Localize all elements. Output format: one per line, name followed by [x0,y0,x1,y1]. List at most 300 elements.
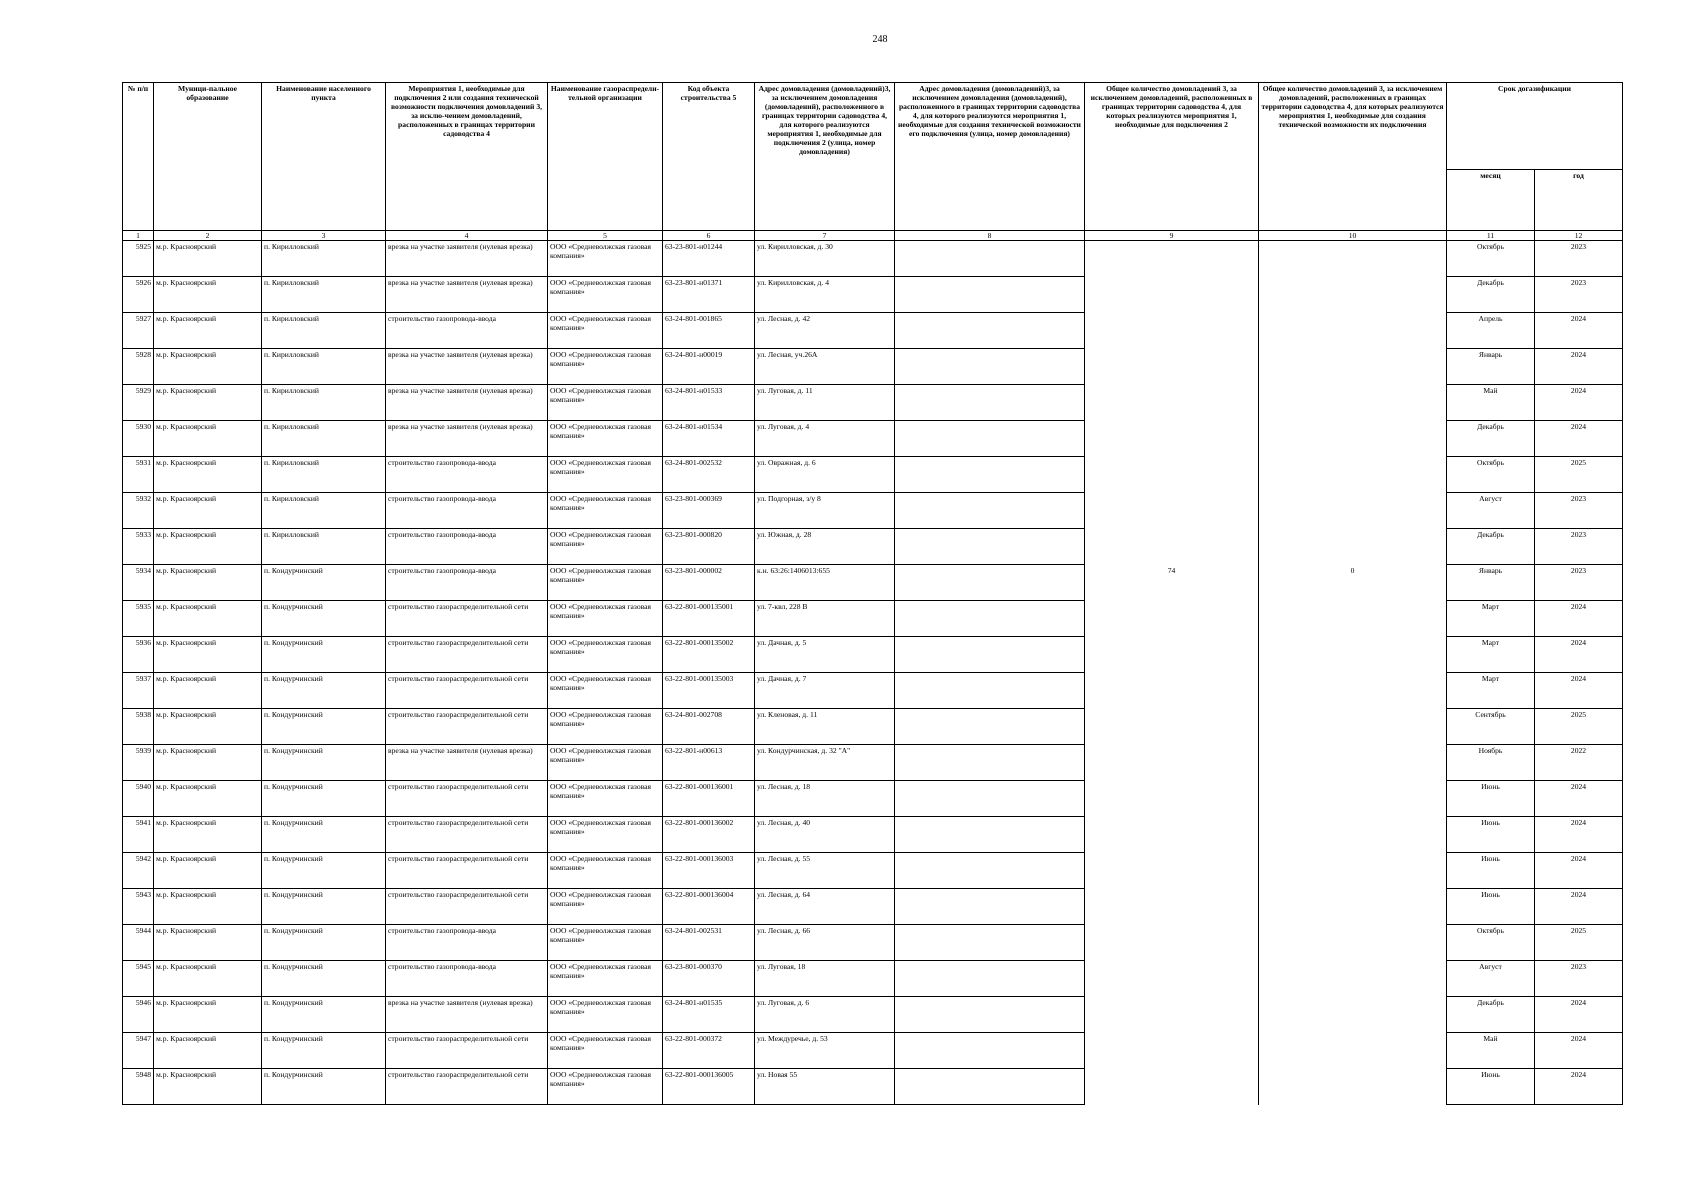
municipality-cell: м.р. Красноярский [154,421,262,457]
year-cell: 2023 [1535,961,1623,997]
object-code-cell: 63-22-801-000136002 [663,817,755,853]
object-code-cell: 63-24-801-н01533 [663,385,755,421]
column-number: 3 [262,231,386,241]
year-cell: 2024 [1535,781,1623,817]
capability-count-cell [1259,673,1447,709]
object-code-cell: 63-22-801-000135001 [663,601,755,637]
row-number: 5947 [123,1033,154,1069]
year-cell: 2023 [1535,493,1623,529]
column-number: 4 [386,231,548,241]
capability-address-cell [895,241,1085,277]
month-cell: Ноябрь [1447,745,1535,781]
connection-count-cell [1085,241,1259,277]
capability-count-cell [1259,709,1447,745]
settlement-cell: п. Кондурчинский [262,673,386,709]
organization-cell: ООО «Средневолжская газовая компания» [548,277,663,313]
page-number: 248 [872,34,888,45]
header-row [123,83,1623,170]
connection-count-cell [1085,745,1259,781]
connection-count-cell [1085,1069,1259,1105]
capability-address-cell [895,889,1085,925]
column-number: 9 [1085,231,1259,241]
settlement-cell: п. Кондурчинский [262,637,386,673]
municipality-cell: м.р. Красноярский [154,385,262,421]
object-code-cell: 63-23-801-000820 [663,529,755,565]
activity-cell: врезка на участке заявителя (нулевая врезка) [386,997,548,1033]
year-cell: 2024 [1535,1069,1623,1105]
address-cell: ул. Лесная, д. 42 [755,313,895,349]
year-cell: 2024 [1535,313,1623,349]
table-row [123,853,1623,889]
activity-cell: строительство газораспределительной сети [386,601,548,637]
row-number: 5934 [123,565,154,601]
object-code-cell: 63-22-801-н00613 [663,745,755,781]
month-cell: Август [1447,961,1535,997]
municipality-cell: м.р. Красноярский [154,637,262,673]
object-code-cell: 63-23-801-000370 [663,961,755,997]
activity-cell: строительство газораспределительной сети [386,817,548,853]
month-cell: Апрель [1447,313,1535,349]
municipality-cell: м.р. Красноярский [154,1033,262,1069]
object-code-cell: 63-24-801-н01534 [663,421,755,457]
header-count-capability: Общее количество домовладений 3, за исключением домовладений, расположенных в границах территории садоводства 4, для которых реализуются мероприятия 1, необходимые для создания технической возможности их подключения [1259,83,1447,231]
capability-address-cell [895,1069,1085,1105]
capability-count-cell [1259,1069,1447,1105]
activity-cell: строительство газораспределительной сети [386,673,548,709]
header-settlement: Наименование населенного пункта [262,83,386,231]
object-code-cell: 63-24-801-002708 [663,709,755,745]
table-row [123,601,1623,637]
connection-count-cell [1085,961,1259,997]
organization-cell: ООО «Средневолжская газовая компания» [548,241,663,277]
settlement-cell: п. Кондурчинский [262,853,386,889]
settlement-cell: п. Кондурчинский [262,781,386,817]
municipality-cell: м.р. Красноярский [154,277,262,313]
year-cell: 2023 [1535,241,1623,277]
municipality-cell: м.р. Красноярский [154,853,262,889]
header-count-connection: Общее количество домовладений 3, за исключением домовладений, расположенных в границах территории садоводства 4, для которых реализуются мероприятия 1, необходимые для подключения 2 [1085,83,1259,231]
capability-count-cell [1259,385,1447,421]
municipality-cell: м.р. Красноярский [154,961,262,997]
capability-address-cell [895,457,1085,493]
capability-count-cell [1259,817,1447,853]
activity-cell: строительство газопровода-ввода [386,529,548,565]
row-number: 5942 [123,853,154,889]
capability-address-cell [895,673,1085,709]
year-cell: 2024 [1535,421,1623,457]
capability-count-cell [1259,853,1447,889]
gasification-table [122,82,1623,1105]
column-number: 12 [1535,231,1623,241]
month-cell: Сентябрь [1447,709,1535,745]
municipality-cell: м.р. Красноярский [154,925,262,961]
organization-cell: ООО «Средневолжская газовая компания» [548,781,663,817]
object-code-cell: 63-22-801-000135003 [663,673,755,709]
organization-cell: ООО «Средневолжская газовая компания» [548,709,663,745]
organization-cell: ООО «Средневолжская газовая компания» [548,637,663,673]
capability-count-cell [1259,313,1447,349]
activity-cell: строительство газопровода-ввода [386,925,548,961]
column-number: 7 [755,231,895,241]
table-row [123,385,1623,421]
activity-cell: врезка на участке заявителя (нулевая врезка) [386,745,548,781]
year-cell: 2024 [1535,889,1623,925]
organization-cell: ООО «Средневолжская газовая компания» [548,673,663,709]
settlement-cell: п. Кирилловский [262,421,386,457]
year-cell: 2024 [1535,997,1623,1033]
month-cell: Март [1447,637,1535,673]
municipality-cell: м.р. Красноярский [154,601,262,637]
address-cell: ул. Лесная, д. 66 [755,925,895,961]
row-number: 5936 [123,637,154,673]
year-cell: 2024 [1535,853,1623,889]
organization-cell: ООО «Средневолжская газовая компания» [548,1069,663,1105]
row-number: 5938 [123,709,154,745]
address-cell: ул. Кирилловская, д. 4 [755,277,895,313]
settlement-cell: п. Кирилловский [262,529,386,565]
row-number: 5945 [123,961,154,997]
table-row [123,313,1623,349]
activity-cell: строительство газораспределительной сети [386,889,548,925]
object-code-cell: 63-23-801-н01371 [663,277,755,313]
settlement-cell: п. Кондурчинский [262,1033,386,1069]
table-row [123,889,1623,925]
year-cell: 2024 [1535,1033,1623,1069]
month-cell: Май [1447,1033,1535,1069]
municipality-cell: м.р. Красноярский [154,709,262,745]
capability-count-cell [1259,421,1447,457]
capability-address-cell [895,529,1085,565]
activity-cell: строительство газопровода-ввода [386,961,548,997]
row-number: 5926 [123,277,154,313]
capability-count-cell [1259,529,1447,565]
settlement-cell: п. Кондурчинский [262,601,386,637]
activity-cell: строительство газораспределительной сети [386,1033,548,1069]
municipality-cell: м.р. Красноярский [154,1069,262,1105]
object-code-cell: 63-22-801-000136004 [663,889,755,925]
capability-address-cell [895,925,1085,961]
activity-cell: врезка на участке заявителя (нулевая врезка) [386,385,548,421]
organization-cell: ООО «Средневолжская газовая компания» [548,817,663,853]
address-cell: ул. Кленовая, д. 11 [755,709,895,745]
municipality-cell: м.р. Красноярский [154,781,262,817]
capability-count-cell [1259,601,1447,637]
object-code-cell: 63-23-801-000369 [663,493,755,529]
capability-count-cell [1259,277,1447,313]
table-row [123,673,1623,709]
capability-address-cell [895,853,1085,889]
activity-cell: строительство газораспределительной сети [386,781,548,817]
year-cell: 2025 [1535,457,1623,493]
address-cell: ул. Кондурчинская, д. 32 "А" [755,745,895,781]
municipality-cell: м.р. Красноярский [154,457,262,493]
organization-cell: ООО «Средневолжская газовая компания» [548,601,663,637]
activity-cell: строительство газораспределительной сети [386,1069,548,1105]
month-cell: Октябрь [1447,925,1535,961]
capability-address-cell [895,493,1085,529]
object-code-cell: 63-24-801-001865 [663,313,755,349]
table-row [123,817,1623,853]
row-number: 5933 [123,529,154,565]
year-cell: 2023 [1535,529,1623,565]
settlement-cell: п. Кондурчинский [262,565,386,601]
header-municipality: Муници-пальное образование [154,83,262,231]
table-row [123,421,1623,457]
capability-address-cell [895,745,1085,781]
connection-count-cell [1085,529,1259,565]
month-cell: Май [1447,385,1535,421]
month-cell: Июнь [1447,889,1535,925]
activity-cell: строительство газопровода-ввода [386,457,548,493]
row-number: 5929 [123,385,154,421]
row-number: 5935 [123,601,154,637]
header-deadline: Срок догазификации [1447,83,1623,170]
address-cell: ул. Подгорная, з/у 8 [755,493,895,529]
municipality-cell: м.р. Красноярский [154,529,262,565]
capability-count-cell: 0 [1259,565,1447,601]
row-number: 5939 [123,745,154,781]
month-cell: Октябрь [1447,457,1535,493]
address-cell: ул. Междуречье, д. 53 [755,1033,895,1069]
capability-count-cell [1259,925,1447,961]
connection-count-cell [1085,889,1259,925]
activity-cell: врезка на участке заявителя (нулевая врезка) [386,349,548,385]
table-row [123,1069,1623,1105]
organization-cell: ООО «Средневолжская газовая компания» [548,853,663,889]
activity-cell: врезка на участке заявителя (нулевая врезка) [386,421,548,457]
connection-count-cell [1085,637,1259,673]
table-row [123,349,1623,385]
activity-cell: строительство газораспределительной сети [386,709,548,745]
row-number: 5928 [123,349,154,385]
address-cell: ул. Новая 55 [755,1069,895,1105]
month-cell: Декабрь [1447,277,1535,313]
column-number: 5 [548,231,663,241]
month-cell: Октябрь [1447,241,1535,277]
row-number: 5932 [123,493,154,529]
capability-address-cell [895,349,1085,385]
capability-address-cell [895,565,1085,601]
capability-count-cell [1259,457,1447,493]
settlement-cell: п. Кирилловский [262,241,386,277]
row-number: 5941 [123,817,154,853]
capability-address-cell [895,421,1085,457]
organization-cell: ООО «Средневолжская газовая компания» [548,385,663,421]
organization-cell: ООО «Средневолжская газовая компания» [548,349,663,385]
settlement-cell: п. Кирилловский [262,277,386,313]
settlement-cell: п. Кондурчинский [262,997,386,1033]
settlement-cell: п. Кондурчинский [262,889,386,925]
organization-cell: ООО «Средневолжская газовая компания» [548,457,663,493]
capability-address-cell [895,1033,1085,1069]
settlement-cell: п. Кирилловский [262,349,386,385]
object-code-cell: 63-24-801-002531 [663,925,755,961]
capability-address-cell [895,277,1085,313]
settlement-cell: п. Кондурчинский [262,709,386,745]
row-number: 5940 [123,781,154,817]
header-object-code: Код объекта строительства 5 [663,83,755,231]
column-number: 1 [123,231,154,241]
capability-count-cell [1259,241,1447,277]
settlement-cell: п. Кирилловский [262,493,386,529]
activity-cell: строительство газопровода-ввода [386,313,548,349]
connection-count-cell [1085,925,1259,961]
activity-cell: строительство газораспределительной сети [386,637,548,673]
object-code-cell: 63-22-801-000136003 [663,853,755,889]
month-cell: Июнь [1447,781,1535,817]
capability-count-cell [1259,889,1447,925]
connection-count-cell [1085,853,1259,889]
capability-count-cell [1259,745,1447,781]
capability-address-cell [895,961,1085,997]
capability-count-cell [1259,781,1447,817]
table-row [123,457,1623,493]
settlement-cell: п. Кирилловский [262,385,386,421]
year-cell: 2024 [1535,601,1623,637]
connection-count-cell [1085,997,1259,1033]
settlement-cell: п. Кондурчинский [262,961,386,997]
connection-count-cell [1085,277,1259,313]
settlement-cell: п. Кондурчинский [262,925,386,961]
row-number: 5946 [123,997,154,1033]
capability-address-cell [895,313,1085,349]
municipality-cell: м.р. Красноярский [154,241,262,277]
column-number: 11 [1447,231,1535,241]
table-row [123,277,1623,313]
month-cell: Март [1447,601,1535,637]
address-cell: ул. Лесная, д. 18 [755,781,895,817]
table-row [123,637,1623,673]
row-number: 5925 [123,241,154,277]
organization-cell: ООО «Средневолжская газовая компания» [548,925,663,961]
table-row [123,529,1623,565]
month-cell: Январь [1447,349,1535,385]
row-number: 5944 [123,925,154,961]
column-number: 2 [154,231,262,241]
row-number: 5930 [123,421,154,457]
year-cell: 2023 [1535,565,1623,601]
capability-count-cell [1259,1033,1447,1069]
address-cell: ул. Южная, д. 28 [755,529,895,565]
object-code-cell: 63-22-801-000136005 [663,1069,755,1105]
address-cell: ул. Кирилловская, д. 30 [755,241,895,277]
year-cell: 2025 [1535,925,1623,961]
address-cell: ул. Лесная, д. 40 [755,817,895,853]
municipality-cell: м.р. Красноярский [154,493,262,529]
activity-cell: строительство газораспределительной сети [386,853,548,889]
row-number: 5948 [123,1069,154,1105]
municipality-cell: м.р. Красноярский [154,313,262,349]
capability-address-cell [895,997,1085,1033]
object-code-cell: 63-23-801-н01244 [663,241,755,277]
municipality-cell: м.р. Красноярский [154,565,262,601]
connection-count-cell [1085,457,1259,493]
column-number: 6 [663,231,755,241]
connection-count-cell [1085,349,1259,385]
column-number-row [123,231,1623,241]
organization-cell: ООО «Средневолжская газовая компания» [548,1033,663,1069]
organization-cell: ООО «Средневолжская газовая компания» [548,313,663,349]
organization-cell: ООО «Средневолжская газовая компания» [548,997,663,1033]
municipality-cell: м.р. Красноярский [154,673,262,709]
table-body [123,241,1623,1105]
row-number: 5927 [123,313,154,349]
month-cell: Март [1447,673,1535,709]
capability-count-cell [1259,997,1447,1033]
month-cell: Июнь [1447,817,1535,853]
capability-address-cell [895,817,1085,853]
table-row [123,493,1623,529]
header-activities: Мероприятия 1, необходимые для подключения 2 или создания технической возможности подключения домовладений 3, за исклю-чением домовладений, расположенных в границах территории садоводства 4 [386,83,548,231]
object-code-cell: 63-24-801-н00019 [663,349,755,385]
organization-cell: ООО «Средневолжская газовая компания» [548,889,663,925]
month-cell: Июнь [1447,853,1535,889]
capability-count-cell [1259,961,1447,997]
organization-cell: ООО «Средневолжская газовая компания» [548,493,663,529]
connection-count-cell [1085,385,1259,421]
table-row [123,781,1623,817]
capability-count-cell [1259,493,1447,529]
connection-count-cell [1085,421,1259,457]
table-row [123,1033,1623,1069]
object-code-cell: 63-22-801-000372 [663,1033,755,1069]
header-organization: Наименование газораспредели-тельной организации [548,83,663,231]
settlement-cell: п. Кондурчинский [262,817,386,853]
month-cell: Декабрь [1447,529,1535,565]
activity-cell: строительство газопровода-ввода [386,493,548,529]
address-cell: ул. Луговая, д. 11 [755,385,895,421]
month-cell: Июнь [1447,1069,1535,1105]
month-cell: Декабрь [1447,997,1535,1033]
address-cell: ул. Лесная, уч.26А [755,349,895,385]
capability-count-cell [1259,637,1447,673]
table-row [123,241,1623,277]
organization-cell: ООО «Средневолжская газовая компания» [548,421,663,457]
activity-cell: строительство газопровода-ввода [386,565,548,601]
header-address-connection: Адрес домовладения (домовладений)3, за исключением домовладения (домовладений), расположенного в границах территории садоводства 4, для которого реализуются мероприятия 1, необходимые для подключения 2 (улица, номер домовладения) [755,83,895,231]
address-cell: ул. Луговая, д. 6 [755,997,895,1033]
table-row [123,997,1623,1033]
organization-cell: ООО «Средневолжская газовая компания» [548,961,663,997]
table-row [123,745,1623,781]
address-cell: ул. Овражная, д. 6 [755,457,895,493]
municipality-cell: м.р. Красноярский [154,997,262,1033]
activity-cell: врезка на участке заявителя (нулевая врезка) [386,241,548,277]
capability-address-cell [895,385,1085,421]
year-cell: 2024 [1535,673,1623,709]
year-cell: 2025 [1535,709,1623,745]
municipality-cell: м.р. Красноярский [154,817,262,853]
settlement-cell: п. Кондурчинский [262,745,386,781]
object-code-cell: 63-22-801-000135002 [663,637,755,673]
connection-count-cell: 74 [1085,565,1259,601]
year-cell: 2024 [1535,817,1623,853]
header-month: месяц [1447,170,1535,231]
connection-count-cell [1085,493,1259,529]
address-cell: ул. Дачная, д. 5 [755,637,895,673]
column-number: 10 [1259,231,1447,241]
header-number: № п/п [123,83,154,231]
connection-count-cell [1085,817,1259,853]
connection-count-cell [1085,709,1259,745]
connection-count-cell [1085,781,1259,817]
connection-count-cell [1085,673,1259,709]
object-code-cell: 63-24-801-002532 [663,457,755,493]
year-cell: 2023 [1535,277,1623,313]
year-cell: 2022 [1535,745,1623,781]
address-cell: к.н. 63:26:1406013:655 [755,565,895,601]
capability-count-cell [1259,349,1447,385]
